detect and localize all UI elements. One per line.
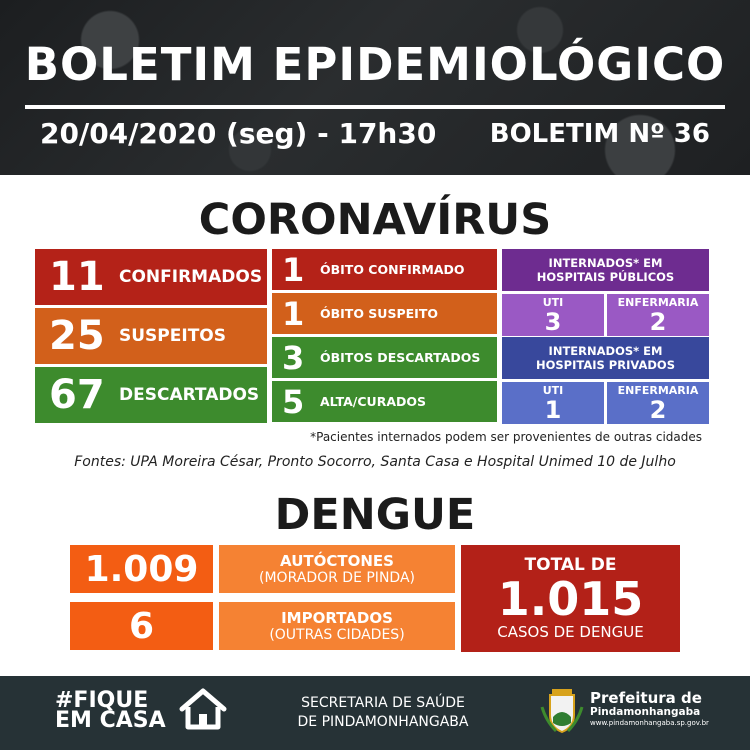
bulletin-number: BOLETIM Nº 36 <box>489 119 710 149</box>
imported-sub: (OUTRAS CIDADES) <box>269 627 405 643</box>
private-hospitals-panel <box>502 337 709 424</box>
private-ward-label: ENFERMARIA <box>617 383 699 397</box>
coronavirus-title: CORONAVÍRUS <box>198 195 552 245</box>
private-ward-value: 2 <box>649 395 667 424</box>
death-confirmed-label: ÓBITO CONFIRMADO <box>320 262 465 277</box>
autochthonous-label-box <box>219 545 455 593</box>
private-uti-cell <box>502 382 604 424</box>
public-hospitals-title-1: INTERNADOS* EM <box>548 256 663 270</box>
stay-home-hashtag <box>55 688 166 733</box>
public-uti-label: UTI <box>542 295 564 309</box>
data-sources: Fontes: UPA Moreira César, Pronto Socorro, Santa Casa e Hospital Unimed 10 de Julho <box>74 454 676 470</box>
death-suspected-box <box>272 293 497 334</box>
autochthonous-count: 1.009 <box>70 545 213 593</box>
recovered-label: ALTA/CURADOS <box>320 394 426 409</box>
imported-label-box <box>219 602 455 650</box>
public-hospitals-header <box>502 249 709 291</box>
suspected-label: SUSPEITOS <box>119 326 226 346</box>
secretariat-line-2: DE PINDAMONHANGABA <box>297 714 469 730</box>
header-banner <box>0 0 750 175</box>
private-uti-value: 1 <box>544 395 562 424</box>
death-confirmed-box <box>272 249 497 290</box>
hospital-footnote: *Pacientes internados podem ser provenientes de outras cidades <box>310 430 702 444</box>
suspected-box <box>35 308 267 364</box>
death-confirmed-count: 1 <box>282 250 305 289</box>
bulletin-date: 20/04/2020 (seg) - 17h30 <box>40 117 437 150</box>
dengue-total-sub: CASOS DE DENGUE <box>497 623 644 641</box>
hashtag-line-1: #FIQUE <box>55 688 149 713</box>
public-hospitals-panel <box>502 249 709 336</box>
hashtag-line-2: EM CASA <box>55 708 166 733</box>
death-suspected-label: ÓBITO SUSPEITO <box>320 306 438 321</box>
imported-count: 6 <box>70 602 213 650</box>
private-ward-cell <box>607 382 709 424</box>
prefecture-line-2: Pindamonhangaba <box>590 706 701 718</box>
deaths-discarded-box <box>272 337 497 378</box>
private-uti-label: UTI <box>542 383 564 397</box>
suspected-count: 25 <box>49 313 105 359</box>
deaths-discarded-label: ÓBITOS DESCARTADOS <box>320 350 481 365</box>
private-hospitals-header <box>502 337 709 379</box>
discarded-box <box>35 367 267 423</box>
public-ward-value: 2 <box>649 307 667 336</box>
public-uti-value: 3 <box>544 307 562 336</box>
health-secretariat <box>268 694 498 732</box>
dengue-total-box <box>461 545 680 652</box>
discarded-label: DESCARTADOS <box>119 385 260 405</box>
house-icon <box>178 687 228 731</box>
dengue-total-value: 1.015 <box>497 572 644 626</box>
confirmed-label: CONFIRMADOS <box>119 267 263 287</box>
public-ward-cell <box>607 294 709 336</box>
recovered-box <box>272 381 497 422</box>
private-hospitals-title-2: HOSPITAIS PRIVADOS <box>536 358 675 372</box>
public-uti-cell <box>502 294 604 336</box>
recovered-count: 5 <box>282 382 305 421</box>
secretariat-line-1: SECRETARIA DE SAÚDE <box>301 695 465 711</box>
municipal-crest-icon <box>540 687 584 735</box>
autochthonous-label: AUTÓCTONES <box>280 552 394 570</box>
prefecture-website: www.pindamonhangaba.sp.gov.br <box>590 719 709 727</box>
prefecture-line-1: Prefeitura de <box>590 689 702 707</box>
deaths-discarded-count: 3 <box>282 338 305 377</box>
dengue-title: DENGUE <box>274 490 476 540</box>
autochthonous-sub: (MORADOR DE PINDA) <box>259 570 415 586</box>
dengue-total-label: TOTAL DE <box>524 555 617 575</box>
confirmed-count: 11 <box>49 254 105 300</box>
confirmed-box <box>35 249 267 305</box>
bulletin-title: BOLETIM EPIDEMIOLÓGICO <box>24 38 726 91</box>
private-hospitals-title-1: INTERNADOS* EM <box>548 344 663 358</box>
death-suspected-count: 1 <box>282 294 305 333</box>
header-divider <box>25 105 725 109</box>
public-hospitals-title-2: HOSPITAIS PÚBLICOS <box>536 270 675 284</box>
public-ward-label: ENFERMARIA <box>617 295 699 309</box>
prefecture-logo-text <box>590 690 709 728</box>
imported-label: IMPORTADOS <box>281 609 393 627</box>
discarded-count: 67 <box>49 372 105 418</box>
